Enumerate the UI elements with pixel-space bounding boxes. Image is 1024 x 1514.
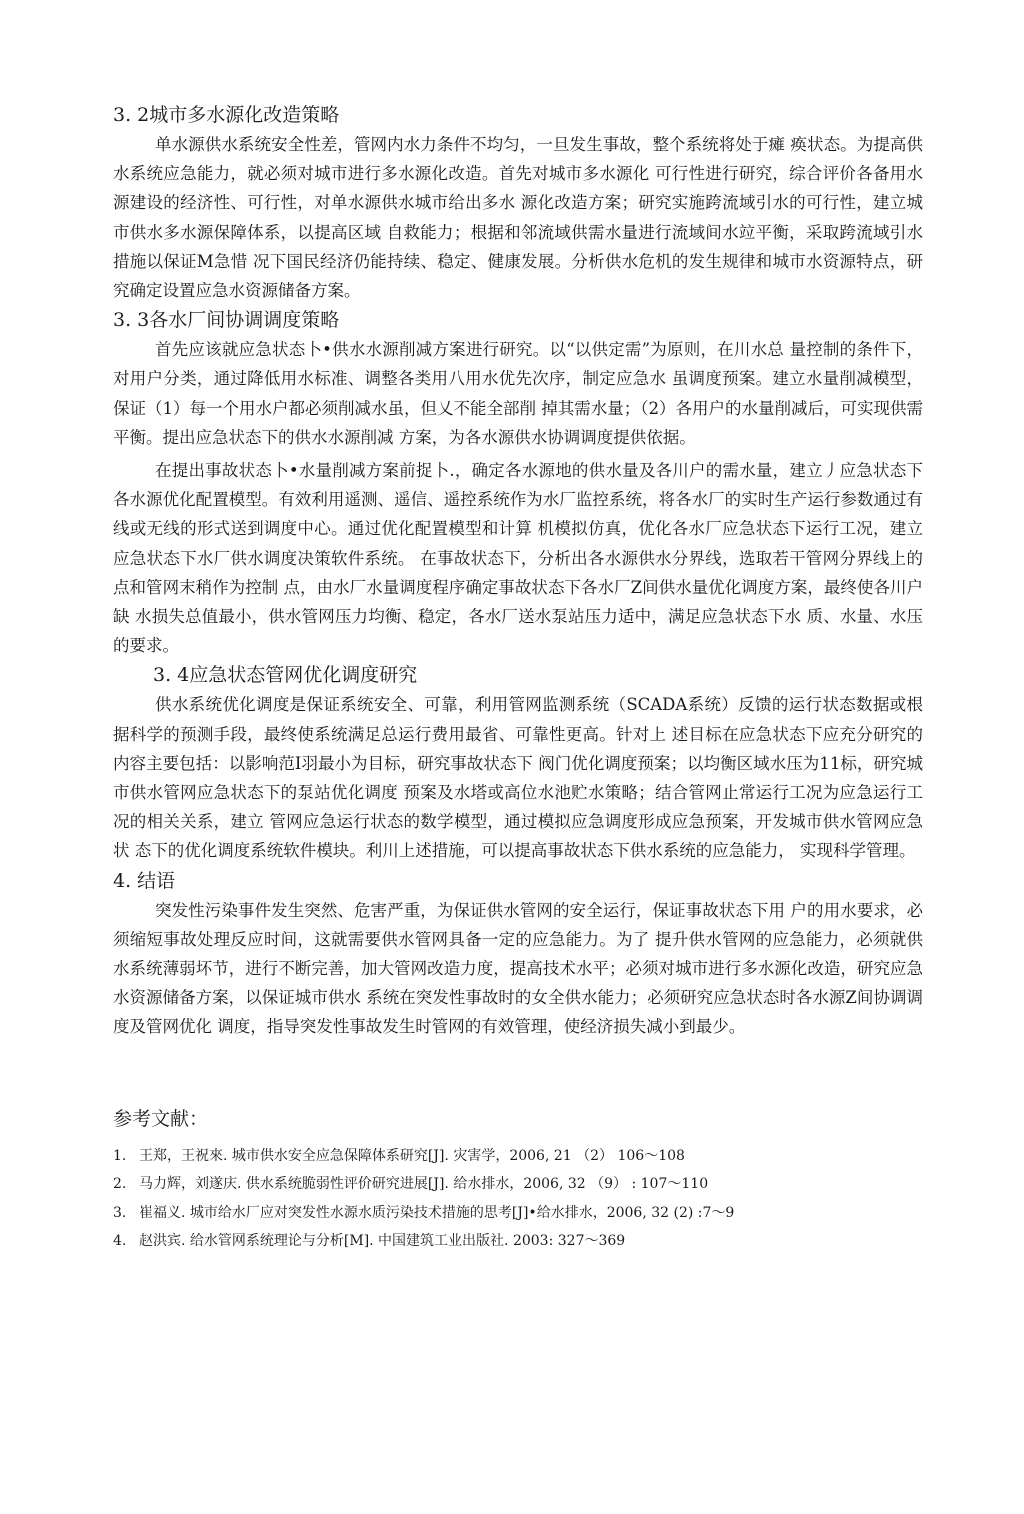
reference-text: 王郑，王祝來. 城市供水安全应急保障体系研究[J]. 灾害学，2006, 21 （2） 106～108 [139,1147,685,1164]
reference-text: 马力辉，刘遂庆. 供水系统脆弱性评价研究进展[J]. 给水排水，2006, 32 （9） : 107～110 [139,1176,709,1193]
section-3-3-paragraph-1: 首先应该就应急状态卜•供水水源削减方案进行研究。以“以供定需”为原则，在川水总 量控制的条件下，对用户分类，通过降低用水标准、调整各类用八用水优先次序，制定应急水 虽调度预案。建立水量削减模型，保证（1）每一个用水户都必须削减水虽，但乂不能全部削 掉其需水量；（2）各用户的水量削减后，可实现供需平衡。提出应急状态下的供水水源削减 方案，为各水源供水协调调度提供依据。 [113,340,923,447]
reference-text: 赵洪宾. 给水管网系统理论与分析[M]. 中国建筑工业出版社. 2003: 327～369 [139,1233,626,1250]
reference-item [113,1142,923,1171]
section-heading-3-2: 3. 2城市多水源化改造策略 [113,104,340,126]
section-3-4-paragraph: 供水系统优化调度是保证系统安全、可靠，利用管网监测系统（SCADA系统）反馈的运行状态数据或根据科学的预测手段，最终使系统满足总运行费用最省、可靠性更高。针对上 述目标在应急状态下应充分研究的内容主要包括：以影响范I羽最小为目标，研究事故状态下 阀门优化调度预案；以均衡区域水压为11标，研究城市供水管网应急状态下的泵站优化调度 预案及水塔或高位水池贮水策略；结合管网止常运行工况为应急运行工况的相关关系，建立 管网应急运行状态的数学模型，通过模拟应急调度形成应急预案，开发城市供水管网应急状 态下的优化调度系统软件模块。利川上述措施，可以提高事故状态下供水系统的应急能力， 实现科学管理。 [113,695,923,861]
section-heading-4: 4. 结语 [113,869,176,892]
reference-item [113,1227,923,1256]
reference-number: 1. [113,1147,127,1164]
reference-item [113,1199,923,1228]
reference-item [113,1170,923,1199]
references-title: 参考文献： [113,1107,209,1130]
section-3-3-paragraph-2: 在提出事故状态卜•水量削减方案前捉卜.，确定各水源地的供水量及各川户的需水量，建立丿应急状态下各水源优化配置模型。有效利用遥测、遥信、遥控系统作为水厂监控系统，将各水厂的实时生产运行参数通过有线或无线的形式送到调度中心。通过优化配置模型和计算 机模拟仿真，优化各水厂应急状态下运行工况，建立应急状态下水厂供水调度决策软件系统。 在事故状态下，分析出各水源供水分界线，选取若干管网分界线上的点和管网末稍作为控制 点，由水厂水量调度程序确定事故状态下各水厂Z间供水量优化调度方案，最终使各川户缺 水损失总值最小，供水管网压力均衡、稳定，各水厂送水泵站压力适中，满足应急状态下水 质、水量、水压的要求。 [113,461,923,656]
section-4-paragraph: 突发性污染事件发生突然、危害严重，为保证供水管网的安全运行，保证事故状态下用 户的用水要求，必须缩短事故处理反应时间，这就需要供水管网具备一定的应急能力。为了 提升供水管网的应急能力，必须就供水系统薄弱坏节，进行不断完善，加大管网改造力度，提高技术水平；必须对城市进行多水源化改造，研究应急水资源储备方案，以保证城市供水 系统在突发性事故时的女全供水能力；必须研究应急状态时各水源Z间协调调度及管网优化 调度，指导突发性事故发生时管网的有效管理，使经济损失减小到最少。 [113,900,923,1037]
reference-text: 崔福义. 城市给水厂应对突发性水源水质污染技术措施的思考[J]•给水排水，2006, 32 (2) :7～9 [139,1204,735,1221]
section-heading-3-4: 3. 4应急状态管网优化调度研究 [153,664,418,687]
reference-number: 2. [113,1176,127,1193]
section-3-2-paragraph: 单水源供水系统安全性差，管网内水力条件不均匀，一旦发生事故，整个系统将处于瘫 痪状态。为提高供水系统应急能力，就必须对城市进行多水源化改造。首先对城市多水源化 可行性进行研究，综合评价各备用水源建设的经济性、可行性，对单水源供水城市给出多水 源化改造方案；研究实施跨流域引水的可行性，建立城市供水多水源保障体系，以提高区域 自救能力；根据和邻流域供需水量进行流域间水竝平衡，采取跨流域引水措施以保证M急惜 况下国民经济仍能持续、稳定、健康发展。分析供水危机的发生规律和城市水资源特点，研 究确定设置应急水资源储备方案。 [113,135,923,301]
references-list [113,1142,923,1256]
references-section [113,1104,923,1256]
document-page [113,100,923,1256]
reference-number: 3. [113,1204,127,1221]
section-heading-3-3: 3. 3各水厂间协调调度策略 [113,309,340,332]
reference-number: 4. [113,1233,127,1250]
